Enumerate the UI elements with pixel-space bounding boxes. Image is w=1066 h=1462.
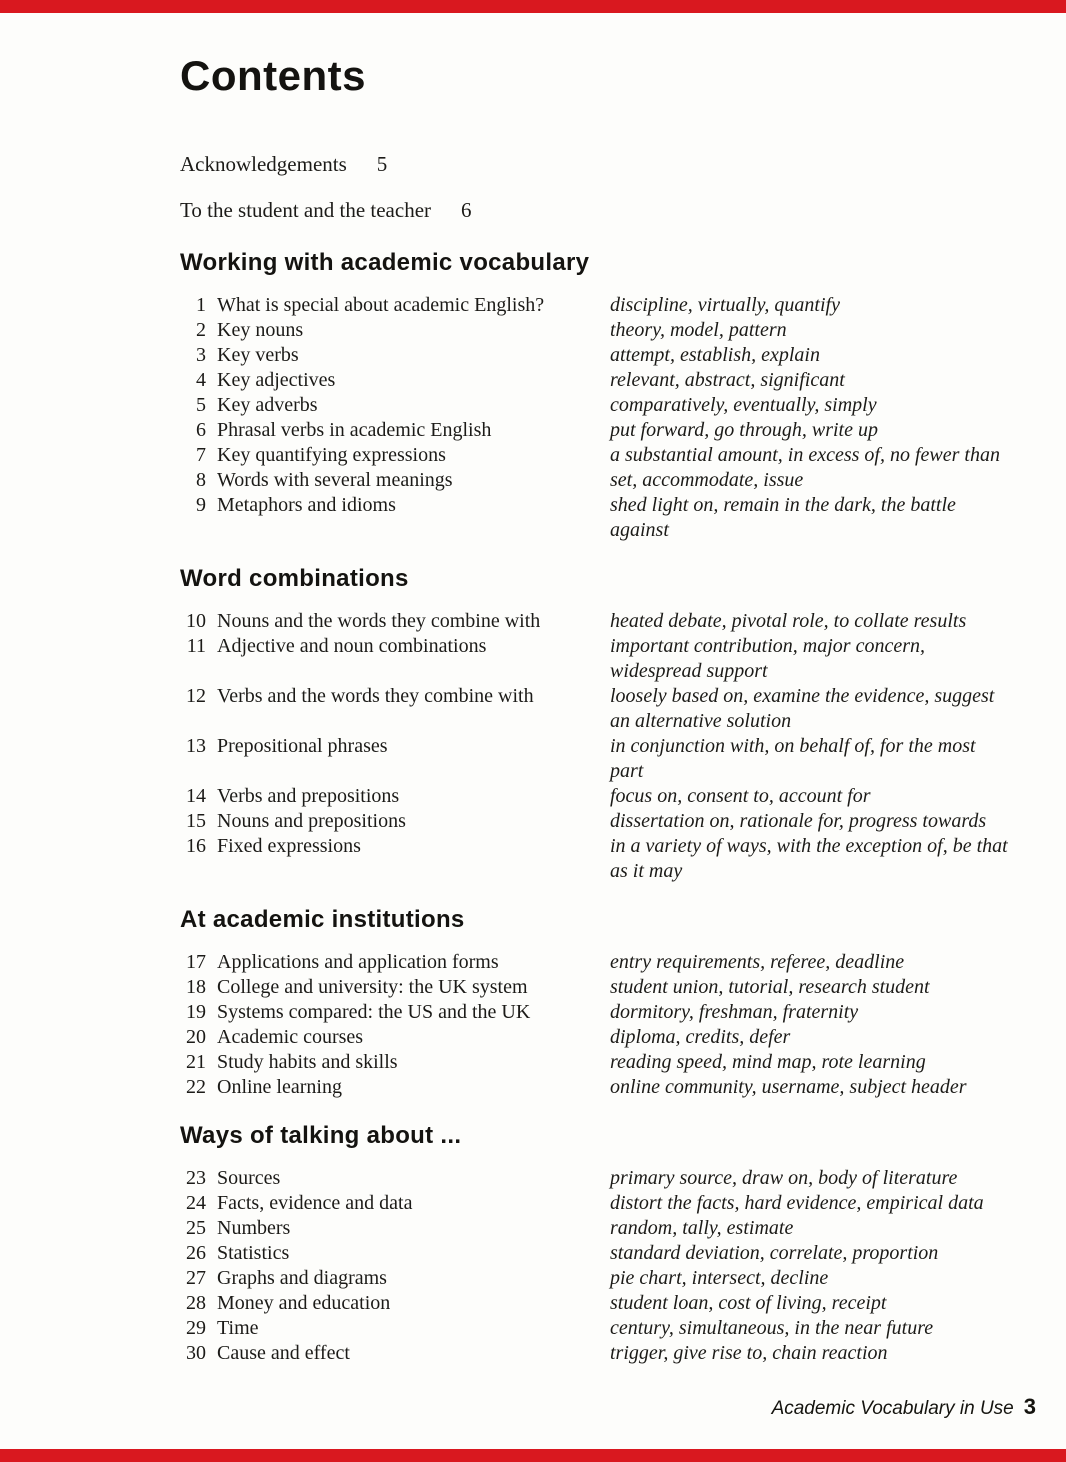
unit-keywords: important contribution, major concern, widespread support bbox=[610, 635, 925, 682]
section-heading: Word combinations bbox=[180, 565, 409, 592]
toc-item bbox=[180, 318, 1010, 343]
unit-number: 11 bbox=[186, 635, 206, 657]
unit-keywords: random, tally, estimate bbox=[610, 1217, 794, 1239]
page-title: Contents bbox=[180, 52, 366, 99]
unit-keywords: set, accommodate, issue bbox=[610, 469, 804, 491]
unit-number: 23 bbox=[186, 1167, 206, 1189]
unit-keywords: primary source, draw on, body of literature bbox=[610, 1167, 958, 1189]
toc-item bbox=[180, 1241, 1010, 1266]
toc-item bbox=[180, 609, 1010, 634]
unit-number: 7 bbox=[196, 444, 206, 466]
toc-item bbox=[180, 468, 1010, 493]
unit-title: Key nouns bbox=[217, 319, 304, 341]
unit-number: 15 bbox=[186, 810, 206, 832]
toc-section bbox=[180, 249, 1010, 543]
unit-title: Words with several meanings bbox=[217, 469, 453, 491]
toc-item bbox=[180, 1316, 1010, 1341]
unit-title: Key verbs bbox=[217, 344, 299, 366]
unit-keywords: dissertation on, rationale for, progress towards bbox=[610, 810, 987, 832]
unit-number: 12 bbox=[186, 685, 206, 707]
unit-keywords: heated debate, pivotal role, to collate results bbox=[610, 610, 967, 632]
unit-number: 27 bbox=[186, 1267, 206, 1289]
toc-item bbox=[180, 1025, 1010, 1050]
unit-title: Online learning bbox=[217, 1076, 342, 1098]
unit-keywords: attempt, establish, explain bbox=[610, 344, 820, 366]
unit-number: 8 bbox=[196, 469, 206, 491]
unit-keywords: pie chart, intersect, decline bbox=[610, 1267, 829, 1289]
section-heading: Ways of talking about ... bbox=[180, 1122, 462, 1149]
front-matter-label: Acknowledgements bbox=[180, 152, 347, 176]
unit-title: Sources bbox=[217, 1167, 281, 1189]
unit-number: 19 bbox=[186, 1001, 206, 1023]
toc-section bbox=[180, 1122, 1010, 1366]
unit-keywords: standard deviation, correlate, proportion bbox=[610, 1242, 939, 1264]
unit-keywords: focus on, consent to, account for bbox=[610, 785, 871, 807]
page-footer bbox=[772, 1394, 1036, 1420]
toc-item bbox=[180, 734, 1010, 784]
toc-item bbox=[180, 1291, 1010, 1316]
toc-item bbox=[180, 1075, 1010, 1100]
unit-title: Key adjectives bbox=[217, 369, 336, 391]
unit-number: 6 bbox=[196, 419, 206, 441]
toc-item bbox=[180, 1341, 1010, 1366]
unit-number: 30 bbox=[186, 1342, 206, 1364]
unit-number: 25 bbox=[186, 1217, 206, 1239]
toc-item bbox=[180, 493, 1010, 543]
unit-number: 26 bbox=[186, 1242, 206, 1264]
bottom-red-bar bbox=[0, 1449, 1066, 1462]
footer-book-title: Academic Vocabulary in Use bbox=[771, 1398, 1014, 1419]
unit-title: Nouns and the words they combine with bbox=[217, 610, 541, 632]
unit-keywords: in a variety of ways, with the exception of, be that as it may bbox=[610, 835, 1008, 882]
unit-title: Money and education bbox=[217, 1292, 391, 1314]
unit-number: 28 bbox=[186, 1292, 206, 1314]
unit-title: Systems compared: the US and the UK bbox=[217, 1001, 531, 1023]
footer-page-number: 3 bbox=[1023, 1394, 1036, 1419]
toc-item bbox=[180, 684, 1010, 734]
front-matter-entry bbox=[180, 152, 1010, 177]
toc-item bbox=[180, 343, 1010, 368]
unit-title: Metaphors and idioms bbox=[217, 494, 396, 516]
unit-number: 13 bbox=[186, 735, 206, 757]
unit-keywords: theory, model, pattern bbox=[610, 319, 787, 341]
unit-title: Applications and application forms bbox=[217, 951, 499, 973]
unit-keywords: shed light on, remain in the dark, the battle against bbox=[610, 494, 956, 541]
unit-number: 4 bbox=[196, 369, 206, 391]
unit-keywords: dormitory, freshman, fraternity bbox=[610, 1001, 859, 1023]
unit-title: Adjective and noun combinations bbox=[217, 635, 487, 657]
unit-number: 22 bbox=[186, 1076, 206, 1098]
unit-title: Numbers bbox=[217, 1217, 291, 1239]
unit-keywords: in conjunction with, on behalf of, for the most part bbox=[610, 735, 976, 782]
unit-keywords: distort the facts, hard evidence, empirical data bbox=[610, 1192, 984, 1214]
toc-item bbox=[180, 975, 1010, 1000]
unit-title: Verbs and the words they combine with bbox=[217, 685, 534, 707]
unit-keywords: relevant, abstract, significant bbox=[610, 369, 845, 391]
unit-title: Facts, evidence and data bbox=[217, 1192, 413, 1214]
unit-title: Phrasal verbs in academic English bbox=[217, 419, 492, 441]
unit-number: 24 bbox=[186, 1192, 206, 1214]
front-matter-page-number: 6 bbox=[461, 198, 472, 222]
unit-title: Key quantifying expressions bbox=[217, 444, 446, 466]
unit-title: What is special about academic English? bbox=[217, 294, 545, 316]
toc-sections bbox=[180, 249, 1010, 1366]
unit-keywords: discipline, virtually, quantify bbox=[610, 294, 840, 316]
unit-number: 1 bbox=[196, 294, 206, 316]
unit-keywords: trigger, give rise to, chain reaction bbox=[610, 1342, 888, 1364]
unit-keywords: student union, tutorial, research student bbox=[610, 976, 930, 998]
toc-item bbox=[180, 1216, 1010, 1241]
front-matter-label: To the student and the teacher bbox=[180, 198, 432, 222]
toc-section bbox=[180, 906, 1010, 1100]
toc-item bbox=[180, 293, 1010, 318]
unit-number: 2 bbox=[196, 319, 206, 341]
top-red-bar bbox=[0, 0, 1066, 13]
unit-keywords: reading speed, mind map, rote learning bbox=[610, 1051, 926, 1073]
front-matter-page-number: 5 bbox=[376, 152, 388, 176]
unit-number: 20 bbox=[186, 1026, 206, 1048]
unit-number: 29 bbox=[186, 1317, 206, 1339]
toc-item bbox=[180, 1166, 1010, 1191]
unit-keywords: a substantial amount, in excess of, no fewer than bbox=[610, 444, 1000, 466]
toc-item bbox=[180, 809, 1010, 834]
unit-number: 18 bbox=[186, 976, 206, 998]
toc-item bbox=[180, 1191, 1010, 1216]
unit-number: 9 bbox=[196, 494, 206, 516]
unit-keywords: student loan, cost of living, receipt bbox=[610, 1292, 887, 1314]
unit-title: Academic courses bbox=[217, 1026, 364, 1048]
unit-title: Graphs and diagrams bbox=[217, 1267, 387, 1289]
toc-item bbox=[180, 393, 1010, 418]
toc-item bbox=[180, 634, 1010, 684]
unit-number: 10 bbox=[186, 610, 206, 632]
toc-item bbox=[180, 418, 1010, 443]
unit-title: Verbs and prepositions bbox=[217, 785, 400, 807]
unit-title: Fixed expressions bbox=[217, 835, 361, 857]
toc-section bbox=[180, 565, 1010, 884]
front-matter-entry bbox=[180, 198, 1010, 223]
toc-item bbox=[180, 1266, 1010, 1291]
toc-item bbox=[180, 1000, 1010, 1025]
unit-number: 21 bbox=[186, 1051, 206, 1073]
unit-keywords: loosely based on, examine the evidence, suggest an alternative solution bbox=[610, 685, 995, 732]
unit-title: Nouns and prepositions bbox=[217, 810, 406, 832]
unit-number: 3 bbox=[196, 344, 206, 366]
toc-item bbox=[180, 784, 1010, 809]
toc-item bbox=[180, 950, 1010, 975]
unit-keywords: diploma, credits, defer bbox=[610, 1026, 791, 1048]
unit-title: College and university: the UK system bbox=[217, 976, 528, 998]
unit-title: Prepositional phrases bbox=[217, 735, 388, 757]
toc-item bbox=[180, 368, 1010, 393]
unit-number: 14 bbox=[186, 785, 206, 807]
unit-title: Time bbox=[217, 1317, 259, 1339]
unit-title: Key adverbs bbox=[217, 394, 318, 416]
unit-number: 17 bbox=[186, 951, 206, 973]
unit-title: Study habits and skills bbox=[217, 1051, 398, 1073]
front-matter bbox=[180, 152, 1010, 223]
unit-title: Cause and effect bbox=[217, 1342, 350, 1364]
unit-number: 16 bbox=[186, 835, 206, 857]
toc-item bbox=[180, 443, 1010, 468]
section-heading: At academic institutions bbox=[180, 906, 465, 933]
unit-keywords: century, simultaneous, in the near future bbox=[610, 1317, 934, 1339]
unit-keywords: put forward, go through, write up bbox=[610, 419, 878, 441]
unit-keywords: entry requirements, referee, deadline bbox=[610, 951, 905, 973]
unit-keywords: comparatively, eventually, simply bbox=[610, 394, 877, 416]
unit-keywords: online community, username, subject header bbox=[610, 1076, 967, 1098]
toc-item bbox=[180, 834, 1010, 884]
toc-item bbox=[180, 1050, 1010, 1075]
unit-number: 5 bbox=[196, 394, 206, 416]
section-heading: Working with academic vocabulary bbox=[180, 249, 590, 276]
unit-title: Statistics bbox=[217, 1242, 290, 1264]
